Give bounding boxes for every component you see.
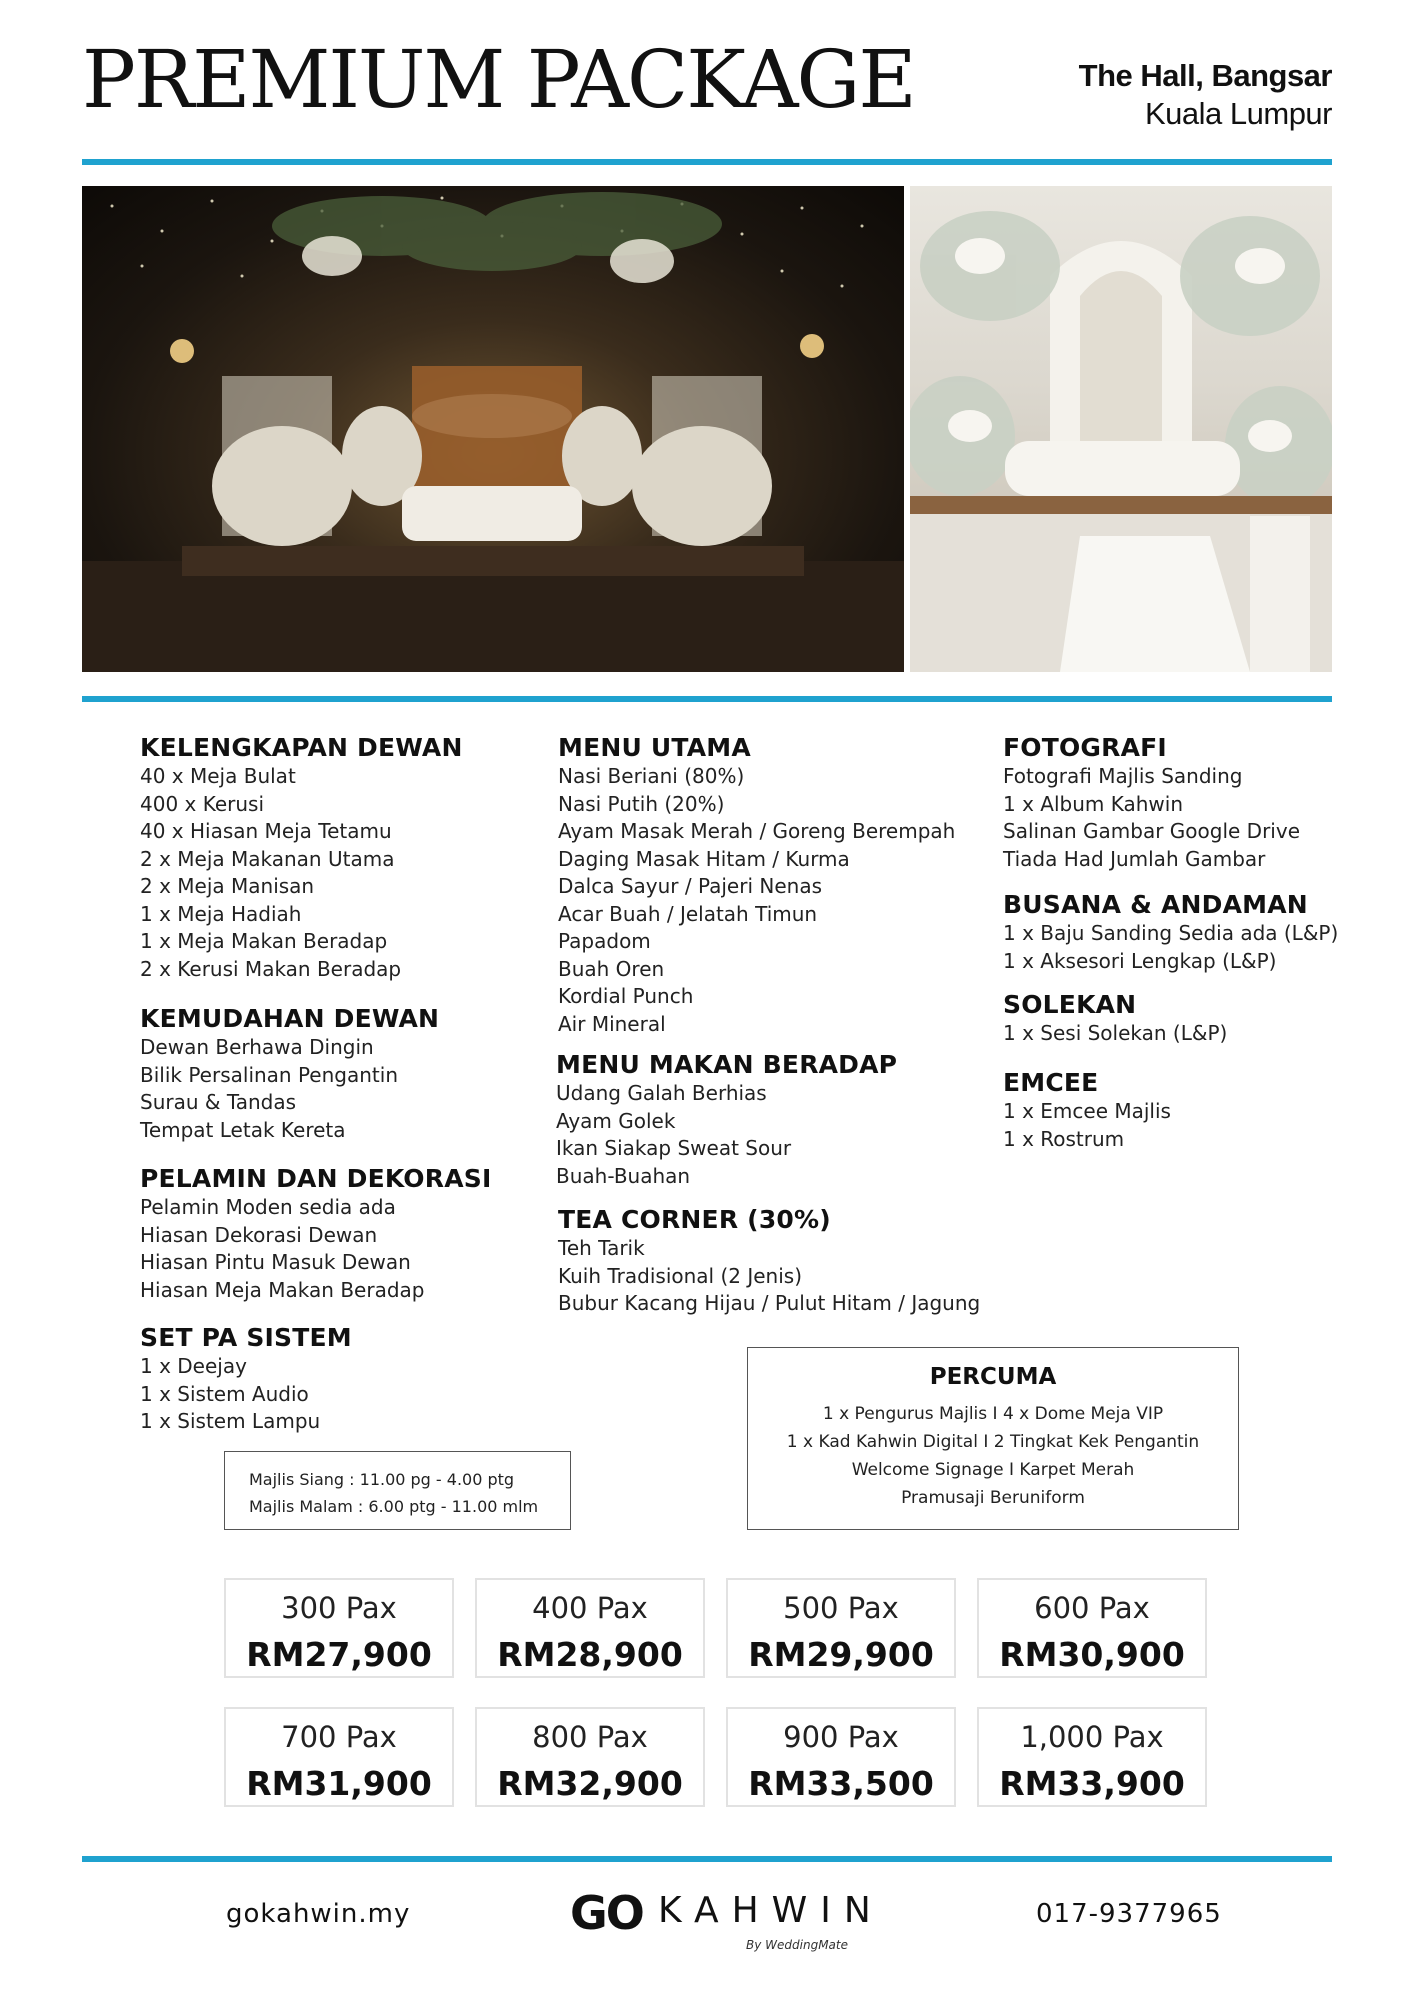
list-item: 1 x Sistem Lampu (140, 1409, 321, 1433)
price-pax: 900 Pax (783, 1720, 899, 1754)
price-pax: 300 Pax (281, 1591, 397, 1625)
list-item: 1 x Meja Makan Beradap (140, 929, 388, 953)
price-amount: RM28,900 (497, 1635, 683, 1674)
price-pax: 800 Pax (532, 1720, 648, 1754)
list-item: Daging Masak Hitam / Kurma (558, 846, 850, 871)
list-item: 1 x Album Kahwin (1003, 791, 1184, 816)
section-title: MENU MAKAN BERADAP (556, 1050, 898, 1079)
price-card-500 (726, 1578, 956, 1678)
list-item: 400 x Kerusi (140, 791, 265, 816)
ballroom-illustration (82, 186, 904, 672)
section-set-pa-sistem (140, 1323, 352, 1436)
venue-city: Kuala Lumpur (1144, 96, 1332, 131)
event-times-box (224, 1451, 571, 1530)
section-title: BUSANA & ANDAMAN (1003, 890, 1308, 919)
section-solekan (1003, 990, 1227, 1048)
white-arch-pelamin-photo (910, 186, 1332, 672)
price-amount: RM30,900 (999, 1635, 1185, 1674)
list-item: Pelamin Moden sedia ada (140, 1195, 396, 1219)
list-item: 40 x Hiasan Meja Tetamu (140, 819, 392, 843)
section-title: SOLEKAN (1003, 990, 1137, 1019)
price-card-300 (224, 1578, 454, 1678)
price-pax: 400 Pax (532, 1591, 648, 1625)
list-item: Ayam Golek (556, 1108, 676, 1133)
price-amount: RM33,500 (748, 1764, 934, 1803)
list-item: 2 x Meja Manisan (140, 874, 315, 898)
section-emcee (1003, 1068, 1171, 1153)
section-title: MENU UTAMA (558, 733, 751, 762)
percuma-box (747, 1347, 1239, 1530)
section-pelamin-dekorasi (140, 1164, 491, 1304)
venue (1079, 58, 1332, 132)
section-title: KEMUDAHAN DEWAN (140, 1004, 440, 1033)
gokahwin-logo (570, 1886, 884, 1956)
list-item: Surau & Tandas (140, 1090, 297, 1114)
section-kemudahan-dewan (140, 1004, 439, 1144)
price-pax: 1,000 Pax (1020, 1720, 1164, 1754)
list-item: Papadom (558, 929, 651, 953)
list-item: Udang Galah Berhias (556, 1081, 767, 1105)
percuma-line: 1 x Kad Kahwin Digital I 2 Tingkat Kek Pengantin (786, 1432, 1200, 1452)
list-item: Hiasan Dekorasi Dewan (140, 1222, 378, 1247)
list-item: 1 x Sistem Audio (140, 1381, 309, 1406)
list-item: 1 x Deejay (140, 1354, 247, 1378)
section-tea-corner (558, 1205, 980, 1318)
price-card-600 (977, 1578, 1207, 1678)
list-item: Kordial Punch (558, 984, 694, 1008)
price-card-800 (475, 1707, 705, 1807)
list-item: Dalca Sayur / Pajeri Nenas (558, 874, 822, 898)
list-item: 1 x Rostrum (1003, 1126, 1125, 1151)
price-amount: RM33,900 (999, 1764, 1185, 1803)
price-card-900 (726, 1707, 956, 1807)
list-item: 2 x Kerusi Makan Beradap (140, 956, 402, 981)
section-title: SET PA SISTEM (140, 1323, 352, 1352)
section-fotografi (1003, 733, 1300, 873)
percuma-line: 1 x Pengurus Majlis I 4 x Dome Meja VIP (822, 1404, 1164, 1424)
list-item: Kuih Tradisional (2 Jenis) (558, 1263, 802, 1288)
list-item: 40 x Meja Bulat (140, 764, 296, 788)
section-title: PELAMIN DAN DEKORASI (140, 1164, 492, 1193)
price-amount: RM31,900 (246, 1764, 432, 1803)
section-kelengkapan-dewan (140, 733, 463, 983)
logo-go: GO (570, 1886, 643, 1940)
price-card-400 (475, 1578, 705, 1678)
price-amount: RM29,900 (748, 1635, 934, 1674)
list-item: Buah-Buahan (556, 1163, 691, 1188)
list-item: Ikan Siakap Sweat Sour (556, 1136, 792, 1160)
list-item: Dewan Berhawa Dingin (140, 1035, 374, 1059)
section-busana-andaman (1003, 890, 1338, 975)
list-item: Ayam Masak Merah / Goreng Berempah (558, 819, 956, 843)
page-title: PREMIUM PACKAGE (82, 33, 915, 126)
section-title: TEA CORNER (30%) (558, 1205, 831, 1234)
price-card-1000 (977, 1707, 1207, 1807)
list-item: Tiada Had Jumlah Gambar (1003, 846, 1266, 871)
list-item: 1 x Aksesori Lengkap (L&P) (1003, 948, 1277, 973)
section-title: FOTOGRAFI (1003, 733, 1167, 762)
list-item: Hiasan Meja Makan Beradap (140, 1277, 425, 1302)
list-item: Nasi Putih (20%) (558, 791, 725, 816)
footer-phone[interactable]: 017-9377965 (1036, 1899, 1222, 1929)
arch-illustration (910, 186, 1332, 672)
ballroom-pelamin-photo (82, 186, 904, 672)
bottom-divider (82, 1856, 1332, 1862)
section-title: EMCEE (1003, 1068, 1099, 1097)
list-item: Acar Buah / Jelatah Timun (558, 901, 818, 926)
section-menu-utama (558, 733, 955, 1038)
top-divider (82, 159, 1332, 165)
list-item: 1 x Emcee Majlis (1003, 1099, 1171, 1123)
time-night: Majlis Malam : 6.00 ptg - 11.00 mlm (249, 1497, 539, 1516)
footer-website[interactable]: gokahwin.my (226, 1899, 411, 1929)
list-item: 1 x Baju Sanding Sedia ada (L&P) (1003, 921, 1339, 945)
time-day: Majlis Siang : 11.00 pg - 4.00 ptg (249, 1470, 515, 1489)
price-amount: RM32,900 (497, 1764, 683, 1803)
mid-divider (82, 696, 1332, 702)
list-item: Bubur Kacang Hijau / Pulut Hitam / Jagung (558, 1291, 981, 1315)
price-pax: 600 Pax (1034, 1591, 1150, 1625)
logo-kahwin: KAHWIN (658, 1890, 884, 1931)
list-item: 1 x Sesi Solekan (L&P) (1003, 1021, 1228, 1045)
list-item: Hiasan Pintu Masuk Dewan (140, 1250, 411, 1274)
list-item: Nasi Beriani (80%) (558, 764, 745, 788)
price-pax: 700 Pax (281, 1720, 397, 1754)
price-pax: 500 Pax (783, 1591, 899, 1625)
list-item: Air Mineral (558, 1011, 666, 1036)
percuma-line: Pramusaji Beruniform (901, 1488, 1085, 1508)
section-menu-makan-beradap (556, 1050, 897, 1190)
list-item: Buah Oren (558, 956, 665, 981)
list-item: Teh Tarik (558, 1236, 645, 1260)
price-card-700 (224, 1707, 454, 1807)
price-amount: RM27,900 (246, 1635, 432, 1674)
list-item: Bilik Persalinan Pengantin (140, 1062, 398, 1087)
venue-name: The Hall, Bangsar (1078, 58, 1332, 93)
list-item: 2 x Meja Makanan Utama (140, 846, 395, 871)
list-item: Tempat Letak Kereta (140, 1117, 346, 1142)
percuma-title: PERCUMA (929, 1364, 1057, 1390)
list-item: Fotografi Majlis Sanding (1003, 764, 1243, 788)
list-item: Salinan Gambar Google Drive (1003, 819, 1301, 843)
list-item: 1 x Meja Hadiah (140, 901, 302, 926)
percuma-line: Welcome Signage I Karpet Merah (851, 1460, 1135, 1480)
section-title: KELENGKAPAN DEWAN (140, 733, 463, 762)
logo-tagline: By WeddingMate (746, 1938, 848, 1952)
